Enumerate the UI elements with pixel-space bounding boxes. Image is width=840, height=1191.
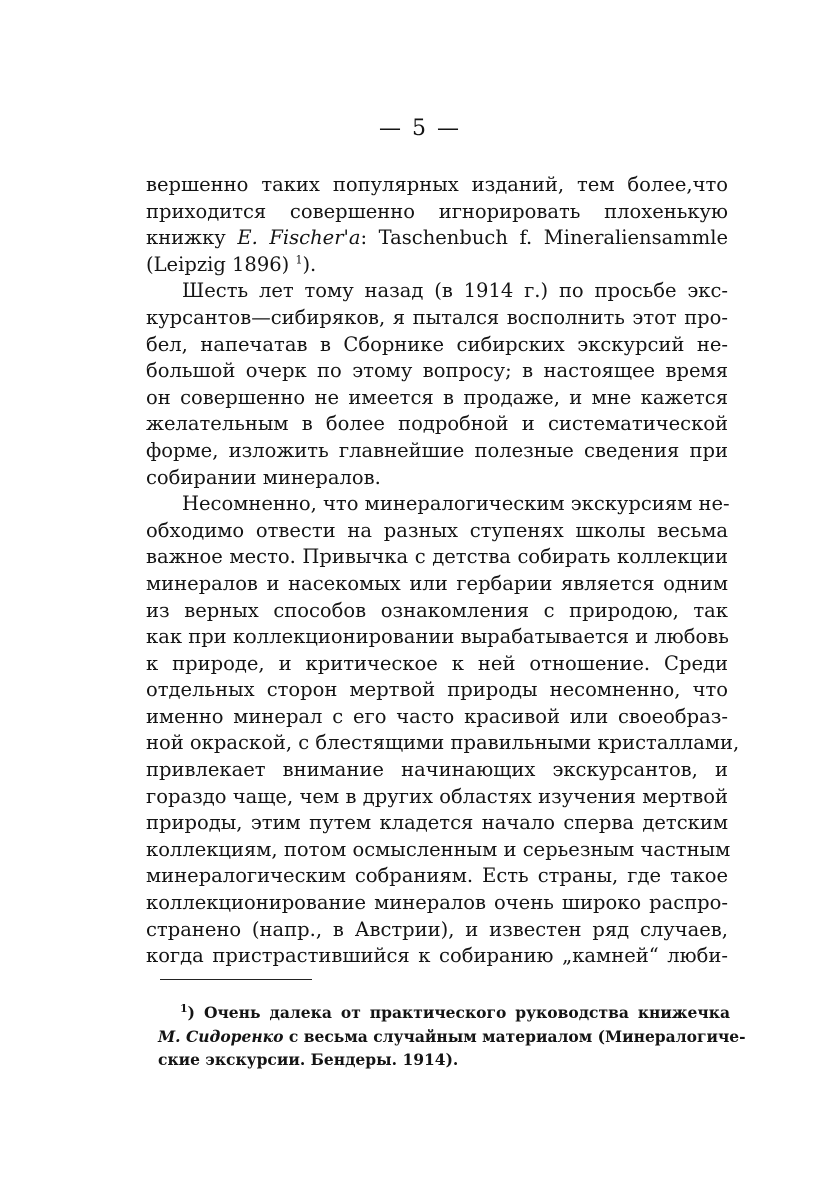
text-line: отдельных сторон мертвой природы несомненно, что	[146, 678, 728, 702]
paragraph	[146, 172, 728, 278]
footnote	[158, 1001, 746, 1072]
text-line: к природе, и критическое к ней отношение. Среди	[146, 651, 728, 675]
text-line: бел, напечатав в Сборнике сибирских экскурсий не-	[146, 332, 728, 356]
text-line: странено (напр., в Австрии), и известен ряд случаев,	[146, 917, 728, 941]
text-line: Несомненно, что минералогическим экскурсиям не-	[182, 492, 730, 516]
page-number: — 5 —	[379, 116, 461, 141]
text-line: минералов и насекомых или гербарии является одним	[146, 571, 728, 595]
text-line: приходится совершенно игнорировать плохенькую	[146, 199, 728, 223]
text-line: гораздо чаще, чем в других областях изучения мертвой	[146, 784, 728, 808]
paragraph	[146, 491, 740, 970]
text-line: именно минерал с его часто красивой или своеобраз-	[146, 704, 728, 728]
text-line: вершенно таких популярных изданий, тем более,что	[146, 173, 728, 196]
main-text	[146, 172, 740, 970]
text-line: природы, этим путем кладется начало сперва детским	[146, 811, 728, 835]
text-line: книжку E. Fischer'a: Taschenbuch f. Mineraliensammle	[146, 226, 728, 250]
text-line: ной окраской, с блестящими правильными кристаллами,	[146, 731, 740, 755]
text-line: ские экскурсии. Бендеры. 1914).	[158, 1050, 459, 1069]
text-line: форме, изложить главнейшие полезные сведения при	[146, 438, 728, 462]
text-line: коллекциям, потом осмысленным и серьезным частным	[146, 837, 731, 861]
text-line: Шесть лет тому назад (в 1914 г.) по просьбе экс-	[182, 279, 728, 303]
text-line: привлекает внимание начинающих экскурсантов, и	[146, 758, 728, 782]
text-line: важное место. Привычка с детства собирать коллекции	[146, 545, 728, 569]
text-line: (Leipzig 1896) $^1$).	[146, 252, 317, 276]
text-line: коллекционирование минералов очень широко распро-	[146, 891, 728, 915]
text-line: желательным в более подробной и систематической	[146, 412, 728, 436]
text-line: $^1$) Очень далека от практического руководства книжечка	[180, 1001, 730, 1022]
text-line: обходимо отвести на разных ступенях школы весьма	[146, 518, 728, 542]
text-line: он совершенно не имеется в продаже, и мне кажется	[146, 385, 728, 409]
text-line: минералогическим собраниям. Есть страны, где такое	[146, 864, 728, 888]
text-line: когда пристрастившийся к собиранию „камней“ люби-	[146, 944, 728, 968]
paragraph	[146, 278, 728, 491]
footnote-divider	[160, 979, 312, 980]
text-line: как при коллекционировании вырабатывается и любовь	[146, 625, 729, 649]
text-line: М. Сидоренко с весьма случайным материалом (Минералогиче-	[158, 1026, 746, 1046]
text-line: из верных способов ознакомления с природою, так	[146, 598, 728, 622]
text-line: курсантов—сибиряков, я пытался восполнить этот про-	[146, 305, 728, 329]
text-line: собирании минералов.	[146, 465, 381, 489]
text-line: большой очерк по этому вопросу; в настоящее время	[146, 359, 728, 383]
